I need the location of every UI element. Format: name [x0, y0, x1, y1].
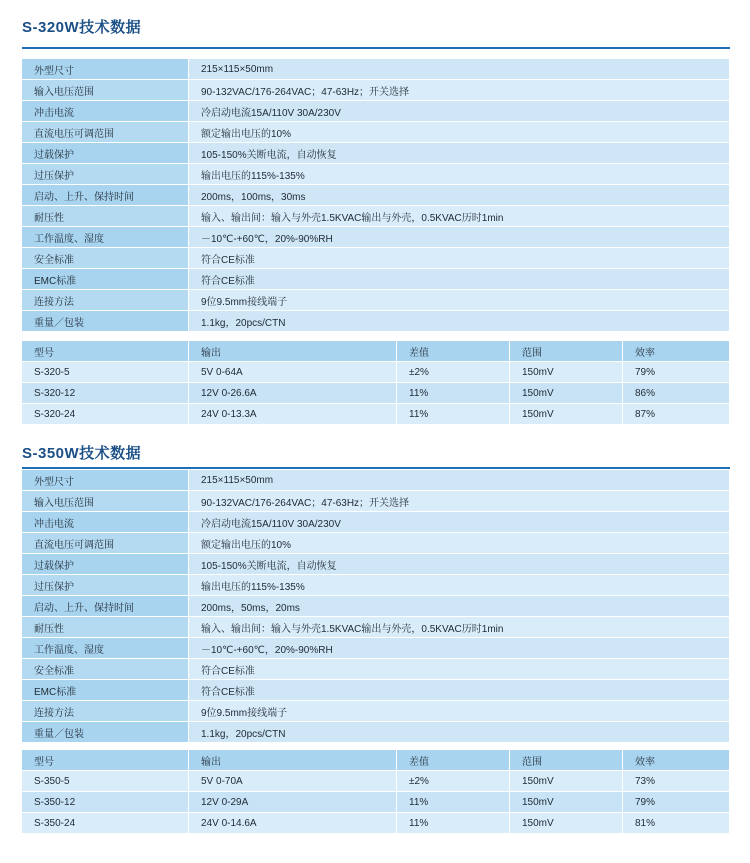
model-row	[22, 771, 730, 792]
spec-table-body	[22, 470, 730, 743]
header-efficiency: 效率	[623, 341, 730, 362]
spec-label: 重量／包装	[22, 311, 189, 332]
spec-row	[22, 554, 730, 575]
tolerance-cell: 11%	[397, 404, 510, 425]
spec-row	[22, 575, 730, 596]
spec-label: 连接方法	[22, 290, 189, 311]
spec-value: 额定输出电压的10%	[189, 533, 730, 554]
spec-label: 输入电压范围	[22, 80, 189, 101]
model-cell: S-350-5	[22, 771, 189, 792]
efficiency-cell: 87%	[623, 404, 730, 425]
header-model: 型号	[22, 341, 189, 362]
spec-value: 符合CE标准	[189, 248, 730, 269]
spec-value: 90-132VAC/176-264VAC；47-63Hz；开关选择	[189, 491, 730, 512]
spec-label: 重量／包装	[22, 722, 189, 743]
efficiency-cell: 81%	[623, 813, 730, 834]
spec-row	[22, 659, 730, 680]
spec-row	[22, 701, 730, 722]
model-table-s320	[22, 341, 730, 425]
spec-label: 过压保护	[22, 164, 189, 185]
section-divider	[22, 47, 730, 49]
spec-row	[22, 80, 730, 101]
spec-row	[22, 248, 730, 269]
spec-row	[22, 227, 730, 248]
spec-row	[22, 185, 730, 206]
spec-value: 符合CE标准	[189, 269, 730, 290]
tolerance-cell: ±2%	[397, 362, 510, 383]
spec-value: 额定输出电压的10%	[189, 122, 730, 143]
efficiency-cell: 86%	[623, 383, 730, 404]
output-cell: 12V 0-29A	[189, 792, 397, 813]
spec-value: 215×115×50mm	[189, 59, 730, 80]
spec-value: 冷启动电流15A/110V 30A/230V	[189, 512, 730, 533]
tolerance-cell: 11%	[397, 792, 510, 813]
model-row	[22, 404, 730, 425]
header-range: 范围	[510, 750, 623, 771]
spec-value: －10℃-+60℃，20%-90%RH	[189, 227, 730, 248]
spec-label: 过载保护	[22, 143, 189, 164]
spec-table-body	[22, 59, 730, 332]
header-output: 输出	[189, 750, 397, 771]
range-cell: 150mV	[510, 383, 623, 404]
tolerance-cell: 11%	[397, 383, 510, 404]
output-cell: 5V 0-70A	[189, 771, 397, 792]
spec-label: 冲击电流	[22, 101, 189, 122]
spec-value: 输出电压的115%-135%	[189, 575, 730, 596]
output-cell: 5V 0-64A	[189, 362, 397, 383]
spec-label: EMC标准	[22, 680, 189, 701]
model-row	[22, 813, 730, 834]
header-output: 输出	[189, 341, 397, 362]
spec-label: 冲击电流	[22, 512, 189, 533]
header-efficiency: 效率	[623, 750, 730, 771]
spec-row	[22, 512, 730, 533]
range-cell: 150mV	[510, 813, 623, 834]
model-cell: S-350-12	[22, 792, 189, 813]
spec-value: 1.1kg，20pcs/CTN	[189, 722, 730, 743]
range-cell: 150mV	[510, 771, 623, 792]
model-table-s350	[22, 750, 730, 834]
spec-row	[22, 290, 730, 311]
range-cell: 150mV	[510, 792, 623, 813]
header-tolerance: 差值	[397, 341, 510, 362]
spec-value: 9位9.5mm接线端子	[189, 290, 730, 311]
model-row	[22, 383, 730, 404]
output-cell: 12V 0-26.6A	[189, 383, 397, 404]
spec-row	[22, 680, 730, 701]
spec-value: 105-150%关断电流，自动恢复	[189, 554, 730, 575]
spec-label: 外型尺寸	[22, 59, 189, 80]
spec-row	[22, 470, 730, 491]
output-cell: 24V 0-13.3A	[189, 404, 397, 425]
model-header-row	[22, 750, 730, 771]
spec-label: 安全标准	[22, 659, 189, 680]
spec-row	[22, 59, 730, 80]
spec-row	[22, 206, 730, 227]
spec-value: 符合CE标准	[189, 680, 730, 701]
spec-row	[22, 722, 730, 743]
model-cell: S-320-24	[22, 404, 189, 425]
model-row	[22, 792, 730, 813]
spec-value: 105-150%关断电流，自动恢复	[189, 143, 730, 164]
spec-value: 200ms，100ms，30ms	[189, 185, 730, 206]
efficiency-cell: 79%	[623, 792, 730, 813]
model-table-body	[22, 771, 730, 834]
spec-row	[22, 491, 730, 512]
section-title-s350: S-350W技术数据	[22, 445, 142, 462]
section-divider	[22, 467, 730, 469]
spec-label: 连接方法	[22, 701, 189, 722]
spec-label: 启动、上升、保持时间	[22, 596, 189, 617]
section-title-s320: S-320W技术数据	[22, 19, 142, 36]
spec-value: 90-132VAC/176-264VAC；47-63Hz；开关选择	[189, 80, 730, 101]
spec-label: 工作温度、湿度	[22, 638, 189, 659]
spec-row	[22, 311, 730, 332]
output-cell: 24V 0-14.6A	[189, 813, 397, 834]
spec-value: 输入、输出间：输入与外壳1.5KVAC输出与外壳，0.5KVAC历时1min	[189, 206, 730, 227]
model-row	[22, 362, 730, 383]
spec-value: －10℃-+60℃，20%-90%RH	[189, 638, 730, 659]
spec-row	[22, 533, 730, 554]
spec-table-s320	[22, 59, 730, 332]
model-cell: S-320-12	[22, 383, 189, 404]
spec-label: 工作温度、湿度	[22, 227, 189, 248]
spec-row	[22, 638, 730, 659]
spec-row	[22, 101, 730, 122]
spec-label: 直流电压可调范围	[22, 122, 189, 143]
spec-value: 200ms，50ms，20ms	[189, 596, 730, 617]
model-cell: S-320-5	[22, 362, 189, 383]
spec-row	[22, 122, 730, 143]
spec-value: 1.1kg，20pcs/CTN	[189, 311, 730, 332]
range-cell: 150mV	[510, 404, 623, 425]
spec-label: 耐压性	[22, 617, 189, 638]
header-model: 型号	[22, 750, 189, 771]
spec-label: 外型尺寸	[22, 470, 189, 491]
header-range: 范围	[510, 341, 623, 362]
spec-label: 输入电压范围	[22, 491, 189, 512]
spec-row	[22, 617, 730, 638]
efficiency-cell: 73%	[623, 771, 730, 792]
efficiency-cell: 79%	[623, 362, 730, 383]
spec-label: 启动、上升、保持时间	[22, 185, 189, 206]
model-cell: S-350-24	[22, 813, 189, 834]
spec-table-s350	[22, 470, 730, 743]
range-cell: 150mV	[510, 362, 623, 383]
spec-label: 耐压性	[22, 206, 189, 227]
spec-value: 冷启动电流15A/110V 30A/230V	[189, 101, 730, 122]
model-table-body	[22, 362, 730, 425]
model-header-row	[22, 341, 730, 362]
spec-row	[22, 164, 730, 185]
spec-value: 符合CE标准	[189, 659, 730, 680]
spec-label: 过载保护	[22, 554, 189, 575]
tolerance-cell: ±2%	[397, 771, 510, 792]
spec-row	[22, 269, 730, 290]
spec-label: 直流电压可调范围	[22, 533, 189, 554]
spec-label: 安全标准	[22, 248, 189, 269]
spec-value: 215×115×50mm	[189, 470, 730, 491]
tolerance-cell: 11%	[397, 813, 510, 834]
spec-row	[22, 596, 730, 617]
spec-value: 9位9.5mm接线端子	[189, 701, 730, 722]
spec-value: 输入、输出间：输入与外壳1.5KVAC输出与外壳，0.5KVAC历时1min	[189, 617, 730, 638]
spec-row	[22, 143, 730, 164]
spec-value: 输出电压的115%-135%	[189, 164, 730, 185]
spec-label: EMC标准	[22, 269, 189, 290]
spec-label: 过压保护	[22, 575, 189, 596]
header-tolerance: 差值	[397, 750, 510, 771]
